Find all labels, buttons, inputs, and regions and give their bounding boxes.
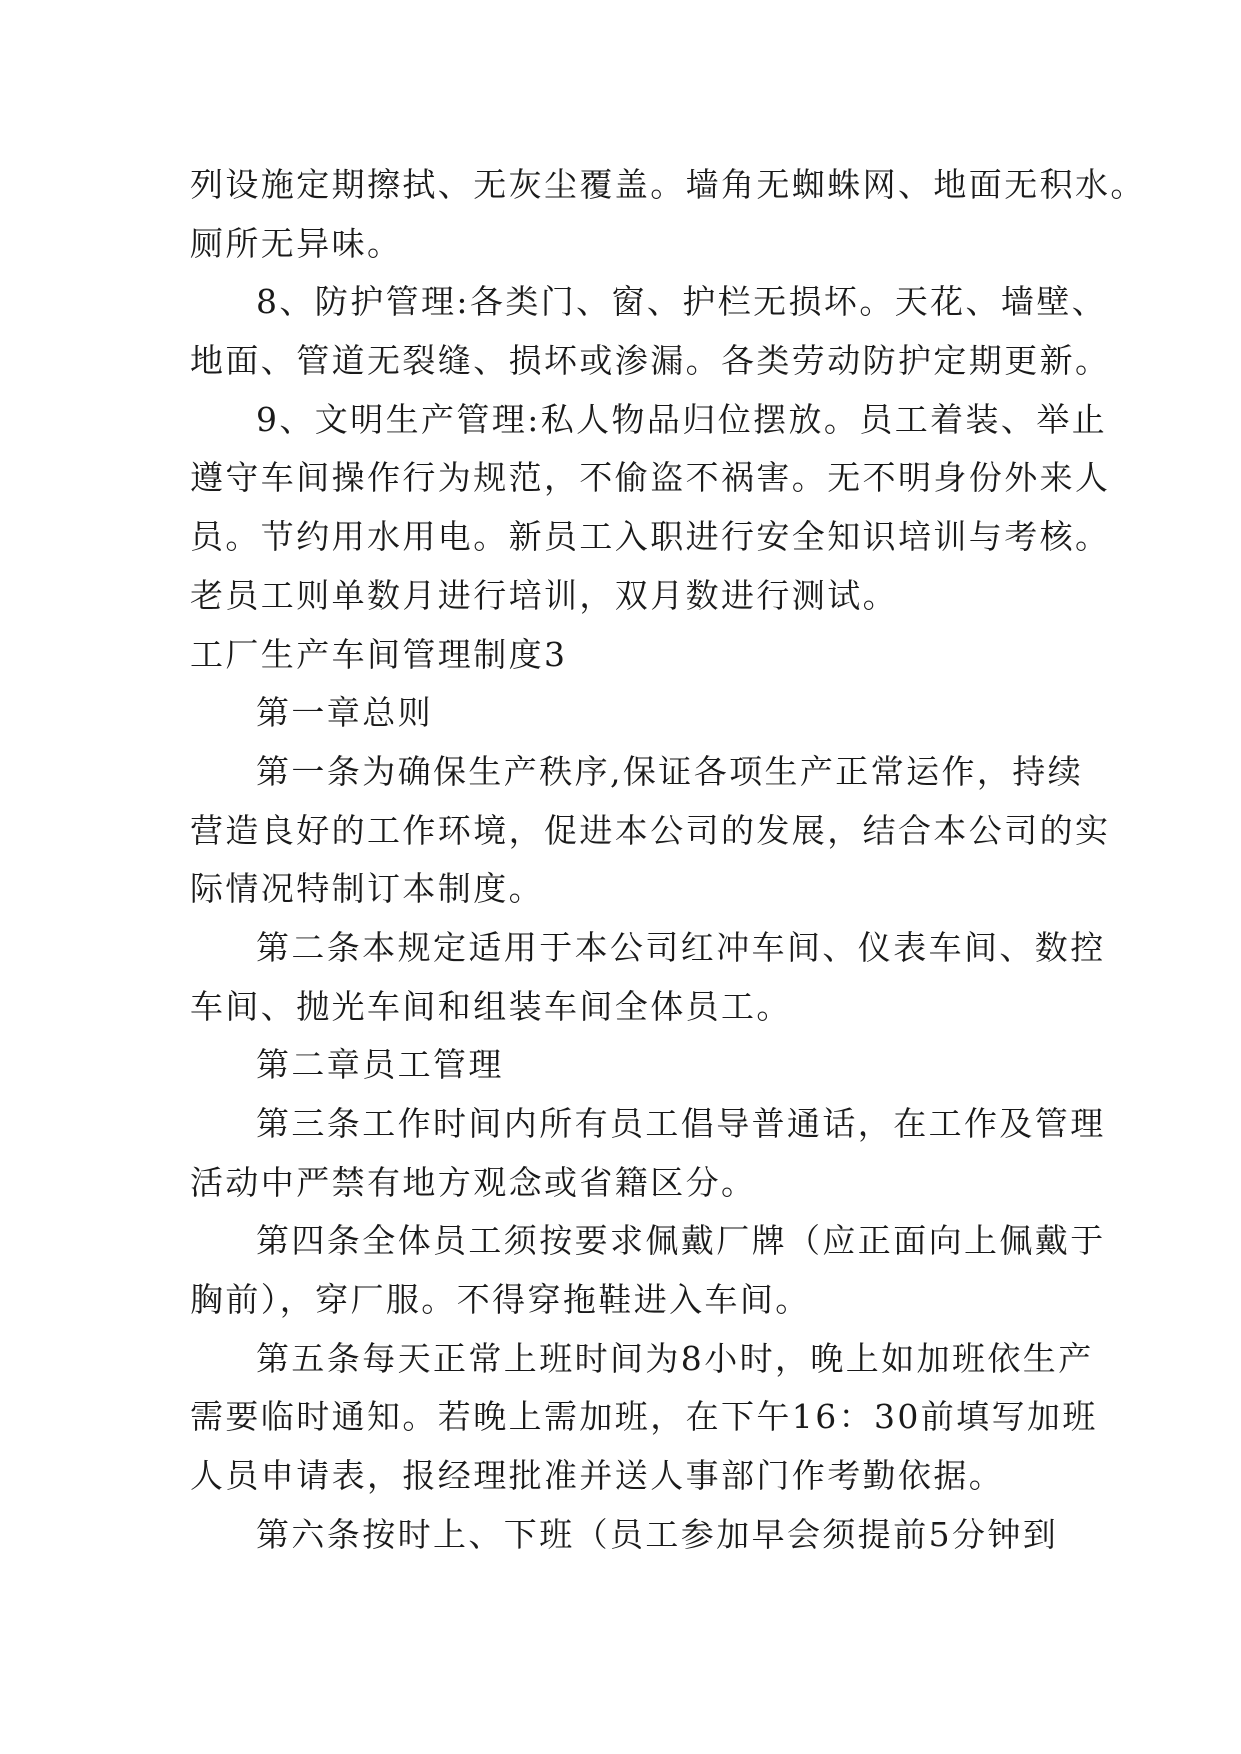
document-line: 车间、抛光车间和组装车间全体员工。	[190, 986, 792, 1026]
document-line: 第五条每天正常上班时间为8小时，晚上如加班依生产	[256, 1338, 1094, 1378]
document-line: 员。节约用水用电。新员工入职进行安全知识培训与考核。	[190, 517, 1111, 557]
document-line: 地面、管道无裂缝、损坏或渗漏。各类劳动防护定期更新。	[190, 341, 1111, 381]
document-line: 第一章总则	[256, 693, 433, 733]
document-line: 8、防护管理:各类门、窗、护栏无损坏。天花、墙壁、	[256, 282, 1108, 322]
document-line: 工厂生产车间管理制度3	[190, 634, 568, 674]
document-line: 遵守车间操作行为规范，不偷盗不祸害。无不明身份外来人	[190, 458, 1111, 498]
document-line: 第四条全体员工须按要求佩戴厂牌（应正面向上佩戴于	[256, 1221, 1106, 1261]
document-line: 际情况特制订本制度。	[190, 869, 544, 909]
document-line: 活动中严禁有地方观念或省籍区分。	[190, 1162, 757, 1202]
document-line: 第三条工作时间内所有员工倡导普通话，在工作及管理	[256, 1104, 1106, 1143]
document-line: 营造良好的工作环境，促进本公司的发展，结合本公司的实	[190, 810, 1111, 850]
document-line: 9、文明生产管理:私人物品归位摆放。员工着装、举止	[256, 399, 1108, 439]
document-line: 需要临时通知。若晚上需加班，在下午16：30前填写加班	[190, 1397, 1098, 1437]
document-line: 第六条按时上、下班（员工参加早会须提前5分钟到	[256, 1514, 1059, 1554]
document-line: 第二条本规定适用于本公司红冲车间、仪表车间、数控	[256, 927, 1106, 967]
document-line: 列设施定期擦拭、无灰尘覆盖。墙角无蜘蛛网、地面无积水。	[190, 165, 1146, 204]
document-line: 胸前），穿厂服。不得穿拖鞋进入车间。	[190, 1280, 811, 1320]
document-line: 老员工则单数月进行培训，双月数进行测试。	[190, 575, 898, 615]
document-line: 人员申请表，报经理批准并送人事部门作考勤依据。	[190, 1456, 1005, 1496]
document-line: 第一条为确保生产秩序,保证各项生产正常运作，持续	[256, 751, 1084, 791]
document-body	[190, 156, 1146, 1565]
document-line: 第二章员工管理	[256, 1045, 504, 1085]
document-line: 厕所无异味。	[190, 223, 403, 263]
